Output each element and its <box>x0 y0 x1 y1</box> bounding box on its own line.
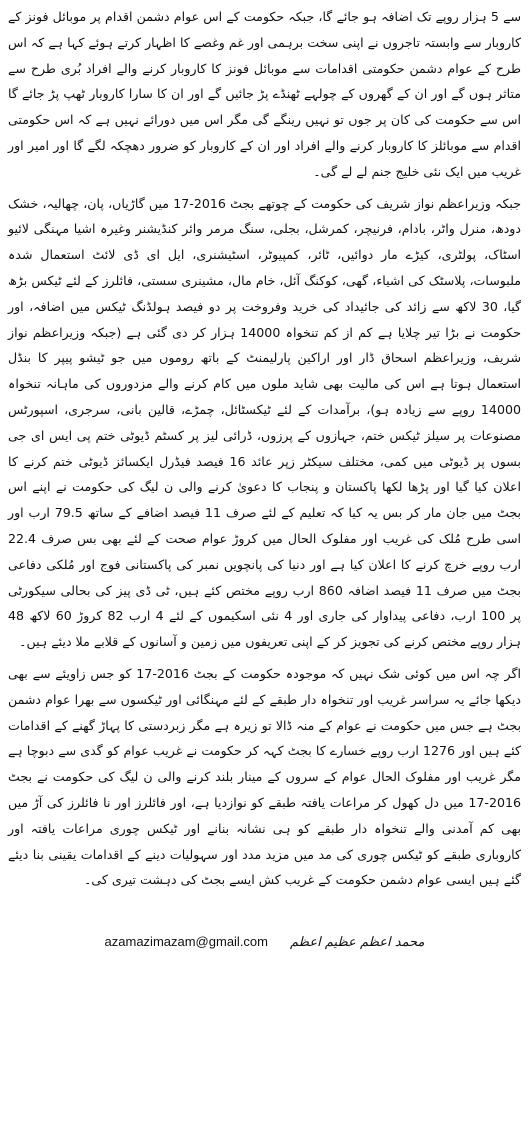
author-name: محمد اعظم عظیم اعظم <box>290 935 425 951</box>
article-paragraph-1: سے 5 ہزار روپے تک اضافہ ہو جائے گا، جبکہ حکومت کے اس عوام دشمن اقدام پر موبائل فونز کے کاروبار سے وابستہ تاجروں نے اپنی سخت برہمی اور غم وغصے کا اظہار کرتے ہوئے کہا ہے کہ اس طرح کے عوام دشمن حکومتی اقدامات سے موبائل فونز کا کاروبار کرنے والے افراد بُری طرح سے متاثر ہوں گے اور ان کے گھروں کے چولہے ٹھنڈے پڑ جائیں گے اور ان کا سارا کاروبار ٹھپ پڑ جائے گا اس سے حکومت کی کان پر جوں تو نہیں رینگے گی مگر اس میں دورائے نہیں ہے کہ اس حکومتی اقدام سے موبائلز کا کاروبار کرنے والے افراد اور ان کے کاروبار کو ضرور دھچکہ لگے گا اور امیر اور غریب میں ایک نئی خلیج جنم لے لے گی۔ <box>8 9 522 179</box>
article-paragraph-3: اگر چہ اس میں کوئی شک نہیں کہ موجودہ حکومت کے بجٹ 2016-17 کو جس زاویئے سے بھی دیکھا جائے یہ سراسر غریب اور تنخواہ دار طبقے کے لئے مہنگائی اور ٹیکسوں سے بھرا عوام دشمن بجٹ ہے جس میں حکومت نے عوام کے منہ ڈالا تو زیرہ ہے مگر زبردستی کا پہاڑ گھنے کے اقدامات کئے ہیں اور 1276 ارب روپے خسارے کا بجٹ کہہ کر حکومت نے غریب عوام کو گدی سے دبوچا ہے مگر غریب اور مفلوک الحال عوام کے سروں کے مینار بلند کرنے والی ن لیگ کی حکومت نے بجٹ 2016-17 میں دل کھول کر مراعات یافتہ طبقے کو نوازدیا ہے، اور فائلرز اور نا فائلرز کی آڑ میں بھی کم آمدنی والے تنخواہ دار طبقے کو ہی نشانہ بنانے اور ٹیکس چوری مراعات یافتہ اور کاروباری طبقے کو ٹیکس چوری کی مد میں مزید مدد اور سہولیات دینے کے اقدامات یقینی بنا دیئے گئے ہیں ایسی عوام دشمن حکومت کے غریب کش ایسے بجٹ کی دہشت تیری کی۔ <box>8 665 521 888</box>
author-signature <box>8 933 521 952</box>
author-email: azamazimazam@gmail.com <box>104 934 268 950</box>
article-paragraph-2: جبکہ وزیراعظم نواز شریف کی حکومت کے چوتھے بجٹ 2016-17 میں گاڑیاں، پان، چھالیہ، خشک دودھ، منرل واٹر، بادام، فرنیچر، کمرشل، بجلی، سنگ مرمر وائر کنڈیشنر وغیرہ اشیا مہنگی لائیو اسٹاک، پولٹری، کیڑے مار دوائیں، ٹائر، کمپیوٹر، اسٹیشنری، ایل ای ڈی لائٹ استعمال شدہ ملبوسات، پلاسٹک کی اشیاء، گھی، کوکنگ آئل، خام مال، مشینری سستی، فائلرز کے لئے ٹیکس بڑھ گیا، 30 لاکھ سے زائد کی جائیداد کی خرید وفروخت پر دو فیصد ہولڈنگ ٹیکس میں اضافہ، اور حکومت نے بڑا تیر چلایا ہے کم از کم تنخواہ 14000 ہزار کر دی گئی ہے (جبکہ وزیراعظم نواز شریف، وزیراعظم اسحاق ڈار اور اراکین پارلیمنٹ کے باتھ روموں میں جو ٹیشو پیپر کا بنڈل استعمال ہوتا ہے اس کی مالیت بھی شاید ملوں میں کام کرنے والے مزدوروں کی ماہانہ تنخواہ 14000 روپے سے زیادہ ہو)، برآمدات کے لئے ٹیکسٹائل، چمڑے، قالین بانی، سرجری، اسپورٹس مصنوعات پر سیلز ٹیکس ختم، جہازوں کے پرزوں، ڈرائی لیز پر کسٹم ڈیوٹی ختم پی ایس ای جی بسوں پر ڈیوٹی میں کمی، مختلف سیکٹر زپر عائد 16 فیصد فیڈرل ایکسائز ڈیوٹی ختم کرنے کا اعلان کیا گیا اور پڑھا لکھا پاکستان و پنجاب کا دعویٰ کرنے والی ن لیگ کی حکومت نے اپنے اس بجٹ میں جان مار کر بس یہ کیا کہ تعلیم کے لئے صرف 11 فیصد اضافے کے ساتھ 79.5 ارب اور اسی طرح مُلک کی غریب اور مفلوک الحال میں کروڑ عوام صحت کے لئے بھی بس صرف 22.4 ارب روپے خرچ کرنے کا اعلان کیا ہے اور دنیا کی پانچویں نمبر کی پاکستانی فوج اور مُلکی دفاعی بجٹ میں صرف 11 فیصد اضافہ 860 ارب روپے مختص کئے ہیں، ٹی ڈی پیز کی بحالی سیکورٹی پر 100 ارب، دفاعی پیداوار کی جاری اور 4 نئی اسکیموں کے لئے 4 ارب 82 کروڑ 60 لاکھ 48 ہزار روپے مختص کرنے کی تجویز کر کے اپنی تعریفوں میں زمین و آسانوں کے قلابے ملا دیئے ہیں۔ <box>8 195 522 650</box>
